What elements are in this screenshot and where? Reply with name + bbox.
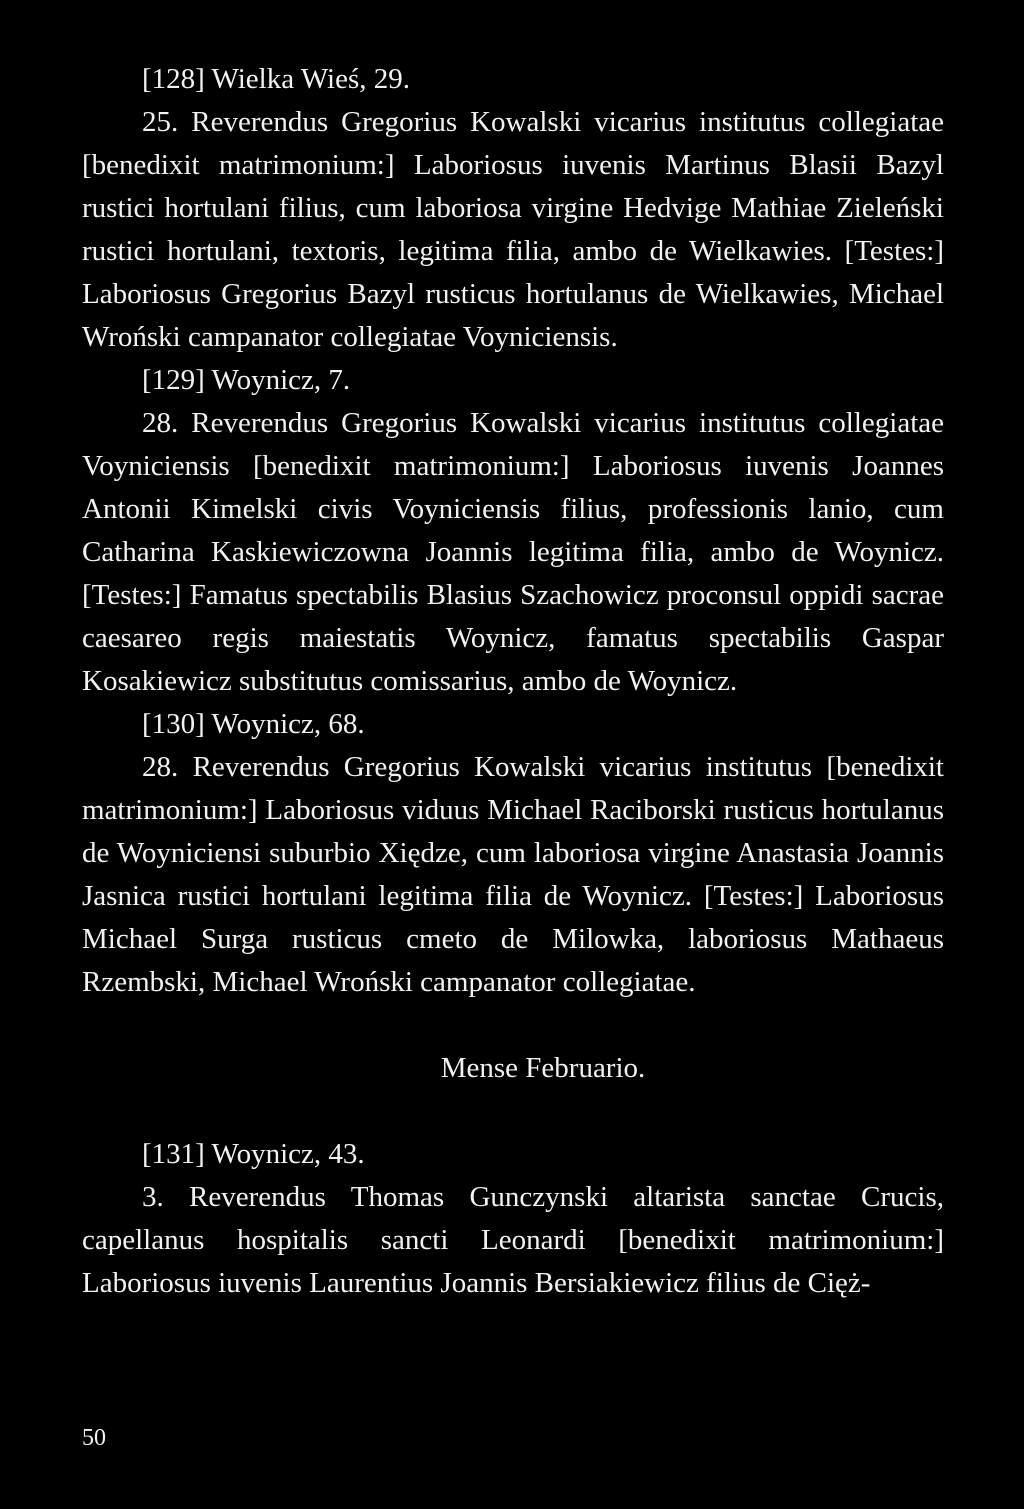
month-heading: Mense Februario. xyxy=(440,1052,646,1084)
entry-body: 3. Reverendus Thomas Gunczynski altarista sanctae Crucis, capellanus hospitalis sancti Leonardi [benedixit matrimonium:] Laboriosus iuvenis Laurentius Joannis Bersiakiewicz filius de Cięż- xyxy=(82,1181,944,1299)
page-number: 50 xyxy=(82,1425,106,1451)
entry-heading: [129] Woynicz, 7. xyxy=(142,364,351,396)
entry-128 xyxy=(82,58,944,359)
document-page xyxy=(82,58,944,1305)
entry-129 xyxy=(82,359,944,703)
entry-body: 28. Reverendus Gregorius Kowalski vicarius institutus [benedixit matrimonium:] Laboriosus viduus Michael Raciborski rusticus hortulanus de Woyniciensi suburbio Xiędze, cum laboriosa virgine Anastasia Joannis Jasnica rustici hortulani legitima filia de Woynicz. [Testes:] Laboriosus Michael Surga rusticus cmeto de Milowka, laboriosus Mathaeus Rzembski, Michael Wroński campanator collegiatae. xyxy=(82,751,944,998)
entry-body: 25. Reverendus Gregorius Kowalski vicarius institutus collegiatae [benedixit matrimonium:] Laboriosus iuvenis Martinus Blasii Bazyl rustici hortulani filius, cum laboriosa virgine Hedvige Mathiae Zieleński rustici hortulani, textoris, legitima filia, ambo de Wielkawies. [Testes:] Laboriosus Gregorius Bazyl rusticus hortulanus de Wielkawies, Michael Wroński campanator collegiatae Voyniciensis. xyxy=(82,106,944,353)
entry-heading: [130] Woynicz, 68. xyxy=(142,708,365,740)
entry-131 xyxy=(82,1133,944,1305)
entry-heading: [131] Woynicz, 43. xyxy=(142,1138,365,1170)
entry-130 xyxy=(82,703,944,1004)
entry-heading: [128] Wielka Wieś, 29. xyxy=(142,63,411,95)
entry-body: 28. Reverendus Gregorius Kowalski vicarius institutus collegiatae Voyniciensis [benedixit matrimonium:] Laboriosus iuvenis Joannes Antonii Kimelski civis Voyniciensis filius, professionis lanio, cum Catharina Kaskiewiczowna Joannis legitima filia, ambo de Woynicz. [Testes:] Famatus spectabilis Blasius Szachowicz proconsul oppidi sacrae caesareo regis maiestatis Woynicz, famatus spectabilis Gaspar Kosakiewicz substitutus comissarius, ambo de Woynicz. xyxy=(82,407,944,697)
